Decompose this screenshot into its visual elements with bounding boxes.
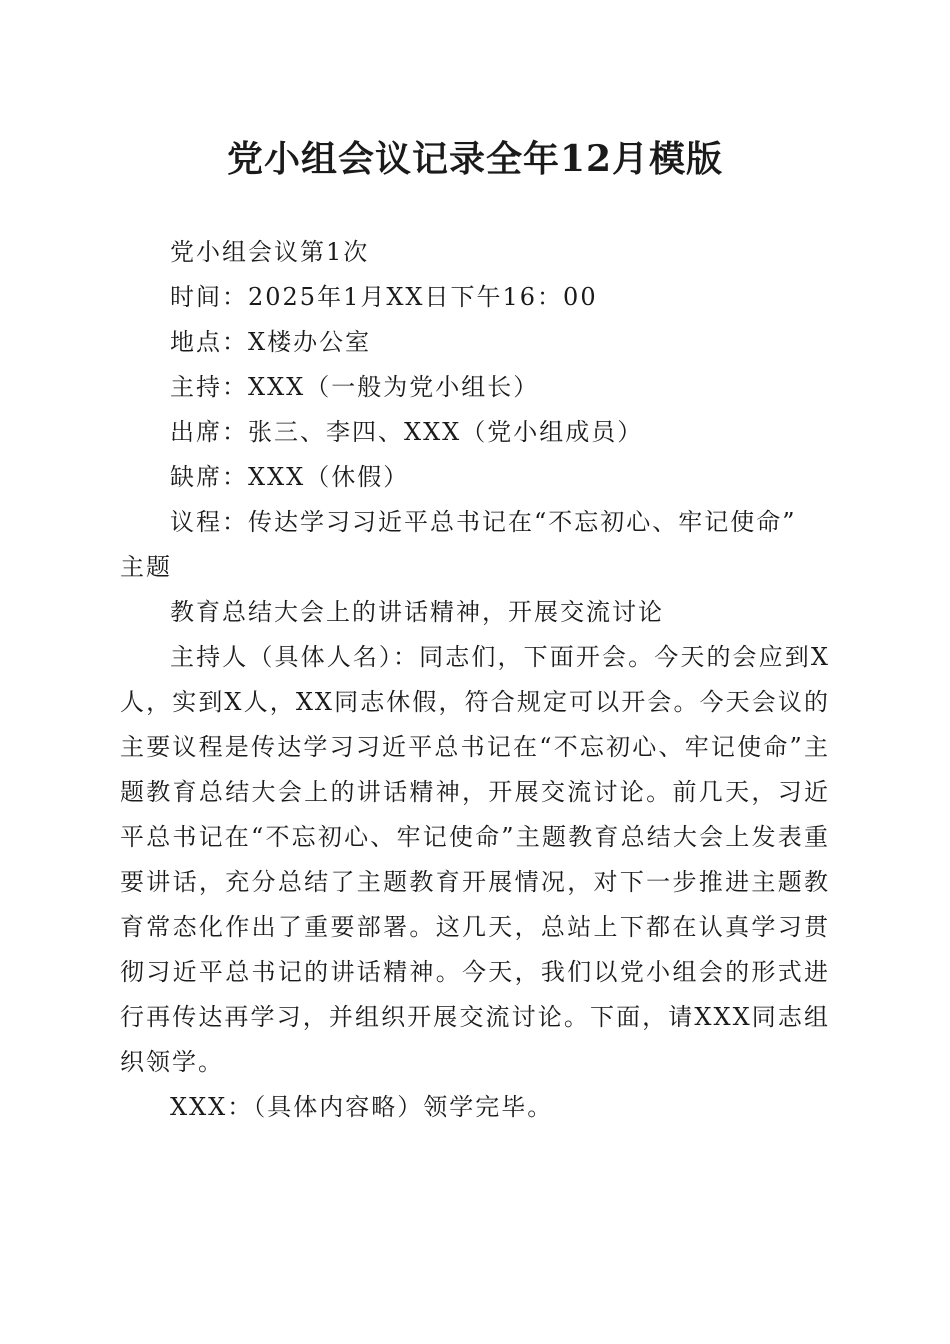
host-speech-paragraph: 主持人（具体人名）：同志们，下面开会。今天的会应到X人，实到X人，XX同志休假，符合规定可以开会。今天会议的主要议程是传达学习习近平总书记在“不忘初心、牢记使命”主题教育总结大会上的讲话精神，开展交流讨论。前几天，习近平总书记在“不忘初心、牢记使命”主题教育总结大会上发表重要讲话，充分总结了主题教育开展情况，对下一步推进主题教育常态化作出了重要部署。这几天，总站上下都在认真学习贯彻习近平总书记的讲话精神。今天，我们以党小组会的形式进行再传达再学习，并组织开展交流讨论。下面，请XXX同志组织领学。 xyxy=(120,643,830,1076)
agenda-line-2: 主题 xyxy=(120,553,172,581)
agenda-line-3: 教育总结大会上的讲话精神，开展交流讨论 xyxy=(170,598,664,626)
meeting-host: 主持：XXX（一般为党小组长） xyxy=(170,373,540,401)
meeting-location: 地点：X楼办公室 xyxy=(170,328,372,356)
meeting-absent: 缺席：XXX（休假） xyxy=(170,463,410,491)
agenda-line-1: 议程：传达学习习近平总书记在“不忘初心、牢记使命” xyxy=(170,508,797,536)
meeting-time: 时间：2025年1月XX日下午16：00 xyxy=(170,283,598,311)
meeting-attendees: 出席：张三、李四、XXX（党小组成员） xyxy=(170,418,644,446)
document-body xyxy=(120,230,830,1130)
meeting-number: 党小组会议第1次 xyxy=(170,238,370,266)
document-title: 党小组会议记录全年12月模版 xyxy=(226,138,724,180)
closing-line: XXX：（具体内容略）领学完毕。 xyxy=(170,1093,554,1121)
